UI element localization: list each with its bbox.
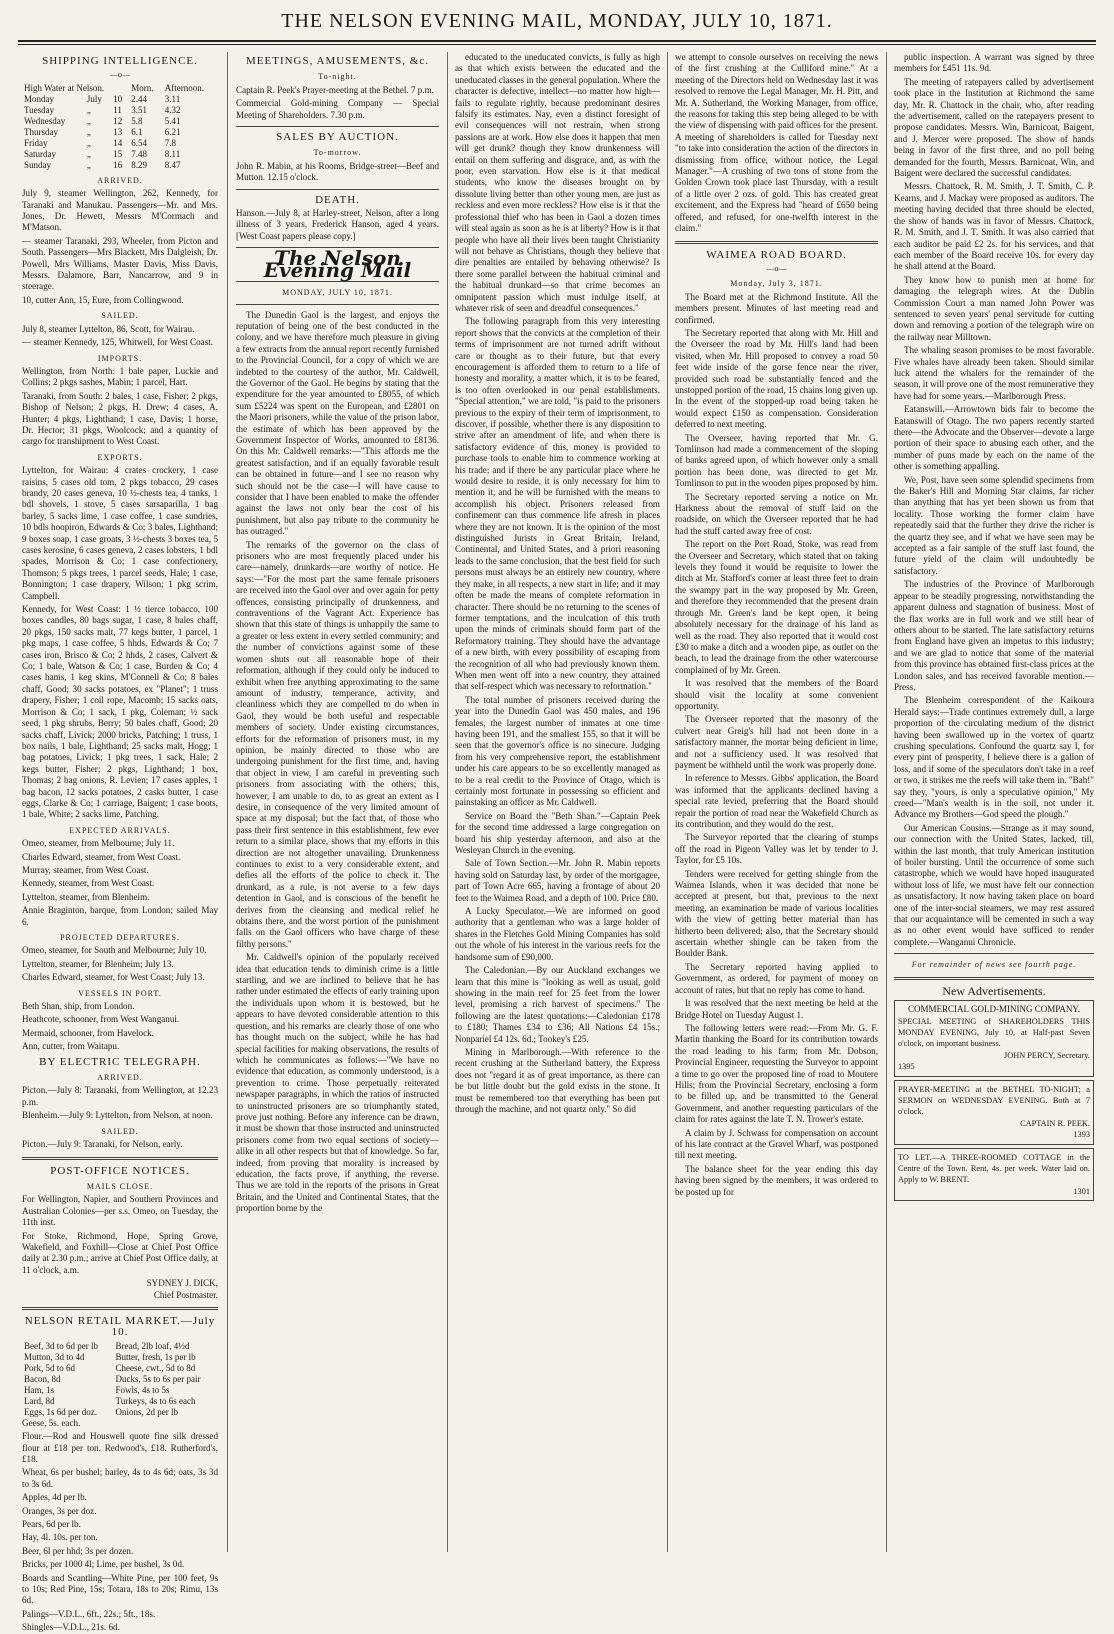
ad-signature: JOHN PERCY, Secretary. [1004,1050,1090,1060]
tide-row [22,105,218,116]
news-paragraphs [894,52,1094,948]
expected-list [22,838,218,928]
paragraph: Charles Edward, steamer, from West Coast. [22,851,181,862]
paragraph: Mermaid, schooner, from Havelock. [22,1027,154,1038]
paragraph: Mr. Caldwell's opinion of the popularly received idea that education tends to diminish crime is a little startling, and we are inclined to believe that he has rather under estimated the effects of early training upon the individuals upon whom it is bestowed, but he appears to have devoted considerable attention to this question, and his remarks are clearly those of one who has thought much on the subject, while he has had special facilities for making observations, the results of which he communicates as follows:—"We have no evidence that education, as commonly understood, is a prevention to crime. Those perpetually reiterated newspaper paragraphs, in which the ratios of instructed to uninstructed prisoners are so triumphantly stated, prove just nothing. Before any inference can be drawn, it must be shown that those instructed and uninstructed prisoners come from two equal sections of society—alike in all other respects but that of knowledge. So far, indeed, from proving that morality is increased by education, the facts prove, if anything, the reverse. Thus we are told in the reports of the prisons in Great Britain, and the United and Continental States, that the proportion borne by the [236,952,439,1214]
tide-cell-day: Thursday [24,126,58,137]
tide-cell-day: Wednesday [24,115,66,126]
divider [236,126,439,127]
paragraph: Omeo, steamer, from Melbourne; July 11. [22,838,175,849]
expected-heading: EXPECTED ARRIVALS. [69,825,171,835]
paragraph: educated to the uneducated convicts, is fully as high as that which exists between the educated and the uneducated classes in the general population. Where the character is defective, intellect—no matter how high—fails to regulate rightly, because predominant desires falsify its estimates. Nay, even a distinct foresight of evil consequences will not restrain, when strong passions are at work. How else does it happen that men will get drunk? though they know drunkenness will entail on them suffering and disgrace, and, as with the poor, even starvation. How else is it that medical students, who know the diseases brought on by dissolute living better than other young men, are just as reckless and even more reckless? How else is it that the professional thief who has been in Gaol a dozen times will steal again as soon as he is at liberty? How is it that people who have all their lives been taught Christianity will not behave as Christians, though they believe that dire penalties are entailed by behaving otherwise? Is there some parallel between the habitual criminal and the habitual drunkard—so that crime becomes an omnipotent passion which must indulge itself, at whatever risk of seen and dreadful consequences." [455,52,660,313]
market-cell: Onions, 2d per lb [115,1406,179,1417]
paragraph: Beer, 6l per hhd; 3s per dozen. [22,1545,134,1556]
tide-header-morn: Morn. [131,82,154,93]
paragraph: Murray, steamer, from West Coast. [22,864,149,875]
market-row [22,1352,218,1363]
death-notice: Hanson.—July 8, at Harley-street, Nelson, after a long illness of 3 years, Frederick Hanson, aged 4 years. [West Coast papers please copy.] [236,208,439,241]
ad-signature: CAPTAIN R. PEEK. [1020,1118,1090,1128]
tide-header-aftn: Afternoon. [164,82,205,93]
paragraph: It was resolved that the members of the Board should visit the locality at some convenient opportunity. [675,678,878,711]
paragraph: — steamer Kennedy, 125, Whitwell, for West Coast. [22,337,214,348]
meetings-heading: MEETINGS, AMUSEMENTS, &c. [246,55,429,67]
paragraph: The Board met at the Richmond Institute. All the members present. Minutes of last meeting read and confirmed. [675,291,878,325]
advertisement-mining-company [894,1000,1094,1076]
paragraph: In reference to Messrs. Gibbs' application, the Board was informed that the applicants declined having a special rate levied, preferring that the Board should repair the portion of road near the Wakefield Church as its contribution, and they would do the rest. [675,773,878,829]
market-row [22,1396,218,1407]
sailed-heading: SAILED. [101,311,139,321]
market-row [22,1363,218,1374]
paragraph: We, Post, have seen some splendid specimens from the Baker's Hill and Morning Star claims, far richer than anything that has yet been shown us from that locality. Those working the former claim have repeatedly said that the further they drive the richer is the quartz they see, and if what we have seen may be accepted as a fair sample of the stuff last found, the future yield of the claim will undoubtedly be satisfactory. [894,474,1094,576]
tide-row [22,160,218,171]
column-rule [886,52,887,1552]
market-cell: Bread, 2lb loaf, 4½d [115,1340,190,1351]
exports-list [22,465,218,821]
column-rule [447,52,448,1552]
paragraph: The Secretary reported that along with Mr. Hill and the Overseer the road by Mr. Hill's land had been visited, when Mr. Hill proposed to convey a road 50 feet wide inside of the gorse fence near the river, provided such road be substantially fenced and the unstopped portion of the road, 15 chains long given up. In the event of the stopped-up road being taken he would expect £150 as compensation. Consideration deferred to next meeting. [675,327,878,430]
paragraph: Wheat, 6s per bushel; barley, 4s to 4s 6d; oats, 3s 3d to 3s 6d. [22,1467,218,1489]
tide-header-label: High Water at Nelson. [24,82,105,93]
news-body [455,52,660,1115]
tide-cell-morn: 7.48 [131,148,148,159]
paragraph: The remarks of the governor on the class of prisoners who are most frequently placed under his care—namely, drunkards—are worthy of notice. He says:—"For the most part the same female prisoners are received into the Gaol over and over again for petty offences, consisting principally of drunkenness, and contraventions of the Vagrant Act. Experience has shown that this state of things is unhappily the same to a greater or less extent in every settled community; and the number of convictions against some of these women shuts out all reasonable hope of their reformation, although if they could only be induced to exhibit when free anything approximating to the same amount of industry, temperance, activity, and cleanliness which they are compelled to do when in Gaol, they would be both useful and respectable members of society. Under existing circumstances, efforts for the reformation of prisoners must, in my opinion, be mainly directed to those who are undergoing punishment for the first time, and, having that object in view, I am careful in preventing such prisoners from associating with the others; this, however, I am unable to do, to as great an extent as I desire, in consequence of the very limited amount of space at my disposal; but the fact that, of those who pass their first sentence in this establishment, few ever return to a similar place, shows that my efforts in this direction are not altogether unavailing. Drunkenness continues to exist to a very considerable extent, and defies all the efforts of the police to check it. The drunkard, as a rule, is not averse to a few days detention in Gaol, and is conscious of the benefit he derives from the cleansing and medical relief he obtains there, and the worst portion of the punishment falls on the Gaol officers who have charge of these filthy persons." [236,539,439,949]
shipping-heading: SHIPPING INTELLIGENCE. [42,55,198,67]
paragraph: we attempt to console ourselves on receiving the news of the first crushing at the Culliford mine." At a meeting of the Directors held on Wednesday last it was resolved to remove the Legal Manager, Mr. H. Pitt, and Mr. A. Sutherland, the Working Manager, from office, the reasons for taking this step being alleged to be with the view of dispensing with paid offices for the present. A meeting of shareholders is called for Tuesday next "to take into consideration the action of the directors in dismissing from office, without notice, the Legal Manager."—A crushing of two tons of stone from the Golden Crown took place last Thursday, with a result of a little over 2 ozs. of gold. This has created great excitement, and the Express had "heard of £650 being offered, and refused, for one-twelfth interest in the claim." [675,52,878,234]
paragraph: Shingles—V.D.L., 21s. 6d. [22,1622,120,1633]
waimea-heading: WAIMEA ROAD BOARD. [706,248,847,261]
exports-heading: EXPORTS. [97,452,143,462]
ad-title: COMMERCIAL GOLD-MINING COMPANY. [908,1004,1080,1015]
market-cell: Fowls, 4s to 5s [115,1384,170,1395]
tide-cell-mon: „ [86,104,91,115]
paragraph: Our American Cousins.—Strange as it may sound, our connection with the United States, lacked, till, within the last month, that truly American institution of boiler bursting. Until the occurrence of some such catastrophe, which we would have hoped inaugurated without loss of life, we must have felt our connection as unsatisfactory. It now having taken place on board one of the inter-social steamers, we may rest assured that our acquaintance will be cemented in such a way as no other event would have sufficed to render complete.—Wanganui Chronicle. [894,822,1094,947]
post-office-heading: POST-OFFICE NOTICES. [50,1164,190,1177]
masthead: THE NELSON EVENING MAIL, MONDAY, JULY 10, 1871. [281,10,833,32]
tide-cell-aftn: 8.11 [164,148,181,159]
paragraph: July 8, steamer Lyttelton, 86, Scott, for Wairau. [22,323,195,334]
tide-cell-morn: 6.1 [131,126,143,137]
market-row [22,1385,218,1396]
column-2 [236,52,439,1552]
projected-list [22,945,218,983]
ad-number: 1301 [1073,1186,1090,1196]
waimea-report [675,292,878,1198]
paragraph: The Blenheim correspondent of the Kaikoura Herald says:—Trade continues extremely dull, a large proportion of the circulating medium of the district having been swallowed up in the vortex of quartz crushing speculations. Confound the quartz say I, for every pint of prosperity, I believe there is a gallon of loss, and if some of the speculators don't take in a reef or two, it strikes me the reefs will take them in. "Bah!" say they, "yours, is only a speculative opinion," My creed—"Man's wealth is in the soil, not under it. Advance my Brothers—God speed the plough." [894,695,1094,820]
tide-cell-day: Friday [24,137,48,148]
vessels-heading: VESSELS IN PORT. [78,988,162,998]
paragraph: Eatanswill.—Arrowtown bids fair to become the Eatanswill of Otago. The two papers recently started there—the Advocate and the Observer—devote a large portion of their space to abusing each other, and the number of puns made by each on the name of the other is something appalling. [894,404,1094,472]
paragraph: Apples, 4d per lb. [22,1492,87,1503]
vessels-list [22,1001,218,1053]
mining-news [675,52,878,235]
paragraph: The following paragraph from this very interesting report shows that the convicts at the completion of their terms of imprisonment are not turned adrift without care or thought as to their future, but that every encouragement is afforded them to return to a life of honesty and morality, a matter which, it is to be feared, is too often overlooked in our penal establishments. "Special attention," we are told, "is paid to the prisoners previous to the expiry of their term of imprisonment, to discover, if possible, whether there is any disposition to strive after an amendment of life, and when there is satisfactory evidence of this, money is provided to purchase tools to enable him to commence working at his trade; and if there be any particular place where he would desire to reside, it is only necessary for him to mention it, and he will be furnished with the means to accomplish his object. Prisoners released from confinement can thus commence life afresh in places where they are not known. It is the opinion of the most distinguished Jurists in Great Britain, Ireland, Continental, and United States, and à priori reasoning leads to the same conclusion, that the best field for such persons must always be an entirely new country, where they make, in all respects, a new start in life; and it may often be made the means of complete reformation in character. There should be no returning to the scenes of former temptations, and the inculcation of this truth upon the minds of criminals should form part of the Reformatory training. They should have the advantage of a new birth, with every possibility of escaping from the recognition of all who had previously known them. When men went off into a new country, they attained that self-respect which was necessary to reformation." [455,316,660,692]
post-signature: SYDNEY J. DICK, [146,1278,218,1289]
advertisement-cottage-to-let [894,1148,1094,1202]
paragraph: A Lucky Speculator.—We are informed on good authority that a gentleman who was a large holder of shares in the Fletches Gold Mining Companies has sold out the whole of his interest in the various reefs for the handsome sum of £90,000. [455,906,660,962]
tide-cell-day: Tuesday [24,104,55,115]
editorial-body [236,310,439,1215]
tel-sailed-heading: SAILED. [101,1126,139,1136]
tide-cell-aftn: 3.11 [164,93,181,104]
paragraph: The Caledonian.—By our Auckland exchanges we learn that this mine is "looking as well as usual, gold showing in the main reef for 25 feet from the lower level, promising a rich harvest of specimens." The following are the latest quotations:—Caledonian £178 to £180; Thames £34 to £36; All Nations £4 15s.; Nonpariel £4 12s. 6d.; Tookey's £25. [455,965,660,1044]
arrived-list [22,188,218,306]
paragraph: John R. Mabin, at his Rooms, Bridge-street—Beef and Mutton. 12.15 o'clock. [236,160,439,183]
column-3 [455,52,660,1552]
paragraph: Picton.—July 8: Taranaki, from Wellington, at 12.23 p.m. [22,1085,218,1107]
paragraph: The report on the Port Road, Stoke, was read from the Overseer and Secretary, which stated that on taking levels they found it would be requisite to lower the ditch at Mr. Stafford's corner at least three feet to drain the swampy part in the way proposed by Mr. Green, and therefore they recommended that the present drain through Mr. Green's land be kept open, it being absolutely necessary for the drainage of his land as well as the road. They also reported that it would cost £30 to make a ditch and a wooden pipe, as outlet on the beach, to lead the drainage from the other watercourse complained of by Mr. Green. [675,539,878,675]
ad-number: 1393 [1073,1130,1090,1140]
tel-arrived-list [22,1085,218,1121]
market-cell: Beef, 3d to 6d per lb [24,1340,98,1351]
paragraph: Pears, 6d per lb. [22,1519,81,1530]
tide-cell-aftn: 6.21 [164,126,181,137]
paragraph: The following letters were read:—From Mr. G. F. Martin thanking the Board for its contribution towards the road leading to his farm; from Mr. Dobson, Provincial Engineer, requesting the Surveyor to appoint a time to go over the proposed line of road to Moutere Hills; from the Provincial Secretary, enclosing a form to be filled up, and be transmitted to the General Government, and another requesting particulars of the claim for rates against the late T. N. Trower's estate. [675,1022,878,1125]
divider [22,1157,218,1160]
paragraph: Heathcote, schooner, from West Wanganui. [22,1014,180,1025]
paragraph: The Overseer, having reported that Mr. G. Tomlinson had made a commencement of the sloping of banks agreed upon, of which however only a small portion has been done, was directed to get Mr. Tomlinson to put in the wooden pipes proposed by him. [675,432,878,489]
paragraph: Kennedy, for West Coast: 1 ½ tierce tobacco, 100 boxes candles, 80 bags sugar, 1 case, 8 bales chaff, 20 pkgs, 150 sacks malt, 77 kegs butter, 1 parcel, 1 pkg maps, 1 case coffee, 5 hhds, Edwards & Co; 7 cases iron, Brisco & Co; 2 hhds, 2 cases, Calvert & Co; 1 bale, Watson & Co; 1 case, Burden & Co; 4 cases hams, 1 keg skins, M'Connell & Co; 8 bales chaff, Good; 30 sacks potatoes, ex "Planet"; 1 truss drapery, Fisher; 1 coil rope, Macomb; 15 sacks oats, Morrison & Co; 1 sack, 1 pkg, Coleman; ½ sack seed, 1 pkg shrubs, Berry; 50 bales chaff, Good; 20 sacks chaff, Livick; 2000 bricks, Patching; 1 truss, 1 box nails, 1 bale, Lighthand; 25 sacks malt, Hogg; 1 bag potatoes, Livick; 1 pkg trees, 1 sack, Hale; 2 kegs butter, Fisher; 2 pkgs, Lighthand; 1 box, Thomas; 2 bag onions, R. Levien; 17 cases apples, 1 bag bacon, 12 sacks potatoes, 2 casks butter, 1 case eggs, Clarke & Co; 1 carriage, Baigent; 1 case boots, 1 bale, White; 2 sacks lime, Patching. [22,604,218,820]
market-cell: Eggs, 1s 6d per doz. [24,1406,97,1417]
new-advertisements-heading: New Advertisements. [942,983,1046,998]
sales-list [236,161,439,184]
market-row [22,1341,218,1352]
advertisement-prayer-meeting [894,1080,1094,1145]
tide-cell-date: 10 [113,93,123,104]
paragraph: Omeo, steamer, for South and Melbourne; July 10. [22,945,207,956]
paragraph: Messrs. Chattock, R. M. Smith, J. T. Smith, C. P. Kearns, and J. Mackay were proposed as auditors. The meeting having decided that three should be elected, the show of hands was in favor of Messrs. Chattock, R. M. Smith, and J. T. Smith. It was also carried that each auditor be paid £2 2s. for his services, and that each member of the Board receive 10s. for every day he shall attend at the Board. [894,181,1094,272]
paragraph: The whaling season promises to be most favorable. Five whales have already been taken. Should similar luck attend the whalers for the remainder of the season, it will prove one of the most remunerative they have had for some years.—Marlborough Press. [894,345,1095,401]
tide-cell-date: 16 [113,159,123,170]
tide-cell-date: 14 [113,137,123,148]
paragraph: public inspection. A warrant was signed by three members for £451 11s. 9d. [894,52,1094,74]
paragraph: They know how to punish men at home for damaging the telegraph wires. At the Dublin Commission Court a man named John Power was sentenced to seven years' penal servitude for cutting down and removing a portion of the telegraph wire on the railway near Milltown. [894,274,1094,342]
divider [236,304,439,305]
column-rule [227,52,228,1552]
tide-cell-aftn: 5.41 [164,115,181,126]
ad-body: TO LET.—A THREE-ROOMED COTTAGE in the Centre of the Town. Rent, 4s. per week. Water laid on. Apply to W. BRENT. [898,1152,1090,1185]
divider [894,977,1094,980]
tide-row [22,116,218,127]
paragraph: The Overseer reported that the masonry of the culvert near Greig's hill had not been done in a satisfactory manner, the mortar being deficient in lime, and not a sufficiency used. It was resolved that payment be withheld until the work was properly done. [675,714,878,770]
column-rule [667,52,668,1552]
paragraph: Ann, cutter, from Waitapu. [22,1041,120,1052]
column-4 [675,52,878,1552]
column-5 [894,52,1094,1552]
paragraph: Taranaki, from South: 2 bales, 1 case, Fisher; 2 pkgs, Bishop of Nelson; 2 pkgs, H. Drew; 4 cases, A. Hunter; 4 pkgs, Lighthand; 1 case, Davis; 1 horse, Dr. Hector; 31 pkgs, Woolcock; and a quantity of cargo for transhipment to West Coast. [22,390,218,447]
tide-cell-morn: 8.29 [131,159,148,170]
paragraph: The Secretary reported serving a notice on Mr. Harkness about the removal of stuff laid on the roadside, on which the Overseer reported that he had had the stuff carted away free of cost. [675,491,878,536]
sailed-list [22,324,218,349]
paragraph: Captain R. Peek's Prayer-meeting at the Bethel. 7 p.m. [236,84,434,95]
ad-body: PRAYER-MEETING at the BETHEL TO-NIGHT; a SERMON on WEDNESDAY EVENING. Both at 7 o'clock. [898,1084,1090,1117]
paragraph: Oranges, 3s per doz. [22,1505,97,1516]
tide-cell-aftn: 8.47 [164,159,181,170]
imports-heading: IMPORTS. [97,353,143,363]
tonight-label: To-night. [318,72,357,82]
market-cell: Lard, 8d [24,1395,55,1406]
market-cell: Turkeys, 4s to 6s each [115,1395,196,1406]
market-row [22,1407,218,1418]
paragraph: Charles Edward, steamer, for West Coast; July 13. [22,972,205,983]
mails-list [22,1194,218,1276]
paragraph: July 9, steamer Wellington, 262, Kennedy, for Taranaki and Manukau. Passengers—Mr. and Mrs. Jones, Dr. Hewett, Messrs M'Cormach and M'Matson. [22,188,218,233]
paragraph: Annie Braginton, barque, from London; sailed May 6. [22,905,218,927]
ad-body: SPECIAL MEETING of SHAREHOLDERS THIS MONDAY EVENING, July 10, at Half-past Seven o'clock, on important business. [898,1016,1090,1049]
column-1 [22,52,218,1633]
paragraph: Commercial Gold-mining Company — Special Meeting of Shareholders. 7.30 p.m. [236,98,439,120]
paragraph: Hay, 4l. 10s. per ton. [22,1532,98,1543]
death-heading: DEATH. [315,193,360,206]
projected-heading: PROJECTED DEPARTURES. [60,933,180,942]
paragraph: A claim by J. Schwass for compensation on account of his late contract at the Gravel Wharf, was postponed till next meeting. [675,1127,878,1161]
tide-cell-aftn: 4.32 [164,104,181,115]
tide-cell-day: Monday [24,93,54,104]
tide-cell-date: 15 [113,148,123,159]
newspaper-flag: The Nelson Evening Mail [263,246,412,282]
paragraph: The Secretary reported having applied to Government, as ordered, for payment of money on account of rates, but that no reply has come to hand. [675,961,878,995]
waimea-date: Monday, July 3, 1871. [730,279,823,289]
separator: —o— [766,263,787,273]
dateline: MONDAY, JULY 10, 1871. [282,288,393,298]
tide-cell-mon: „ [86,159,91,170]
market-cell: Bacon, 8d [24,1373,61,1384]
divider [894,953,1094,954]
paragraph: Flour.—Rod and Houswell quote fine silk dressed flour at £18 per ton. Redwood's, £18. Rutherford's, £18. [22,1431,218,1464]
paragraph: Sale of Town Section.—Mr. John R. Mabin reports having sold on Saturday last, by order of the mortgagee, part of Town Acre 665, having a frontage of about 20 feet to the Waimea Road, and a depth of 100. Price £80. [455,858,660,903]
paragraph: For Stoke, Richmond, Hope, Spring Grove, Wakefield, and Foxhill—Close at Chief Post Office daily at 2.30 p.m.; arrive at Chief Post Office daily, at 11 o'clock, a.m. [22,1230,218,1275]
paragraph: Lyttelton, for Wairau: 4 crates crockery, 1 case raisins, 5 cases old tom, 2 pkgs tobacco, 29 cases brandy, 20 cases geneva, 10 ½-chests tea, 4 tanks, 1 bdl shovels, 1 stove, 5 cases sarsaparilla, 1 bag barley, 5 sacks lime, 1 case coffee, 1 case sundries, 10 bdls hoopiron, Edwards & Co; 3 bales, Lighthand; 9 boxes soap, 1 case groats, 3 ½-chests 3 boxes tea, 5 cases kerosine, 6 cases geneva, 2 cases lobsters, 1 bdl spades, Morrison & Co; 1 case confectionery, Thomson; 5 pkgs trees, 1 parcel seeds, Hale; 1 case, Bonnington; 1 case drapery, Wilson; 1 pkg scrim, Campbell. [22,465,218,601]
paragraph: Beth Shan, ship, from London. [22,1001,135,1012]
paragraph: Lyttelton, steamer, from Blenheim. [22,891,150,902]
paragraph: Tenders were received for getting shingle from the Waimea Islands, when it was decided that none be accepted at present, but that, previous to the next meeting, an examination be made of various localities with the view of getting better material than has hitherto been delivered; also, that the Secretary should ascertain whether shingle can be taken from the Boulder Bank. [675,868,878,959]
paragraph: For Wellington, Napier, and Southern Provinces and Australian Colonies—per s.s. Omeo, on Tuesday, the 11th inst. [22,1194,218,1228]
meetings-list [236,85,439,121]
tide-cell-mon: „ [86,126,91,137]
masthead-rule [18,40,1096,45]
tel-sailed-list [22,1139,218,1150]
divider [675,241,878,244]
market-cell: Cheese, cwt., 5d to 8d [115,1362,196,1373]
tomorrow-label: To-morrow. [313,148,362,158]
market-cell: Butter, fresh, 1s per lb [115,1351,196,1362]
tide-cell-day: Sunday [24,159,51,170]
tide-cell-aftn: 7.8 [164,137,177,148]
imports-list [22,366,218,448]
tide-cell-morn: 5.8 [131,115,143,126]
tide-body [22,94,218,171]
paragraph: Palings—V.D.L., 6ft., 22s.; 5ft., 18s. [22,1608,156,1619]
market-row [22,1374,218,1385]
tide-cell-morn: 3.51 [131,104,148,115]
tide-row [22,127,218,138]
tide-cell-date: 11 [113,104,122,115]
mails-heading: MAILS CLOSE. [86,1181,154,1191]
tide-cell-mon: July [86,93,102,104]
market-cell: Pork, 5d to 6d [24,1362,76,1373]
paragraph: Bricks, per 1000 4l; Lime, per bushel, 3s 0d. [22,1559,185,1570]
tide-cell-date: 13 [113,126,123,137]
tide-cell-morn: 2.44 [131,93,148,104]
paragraph: The Dunedin Gaol is the largest, and enjoys the reputation of being one of the best conducted in the colony, and we have therefore much pleasure in giving a few extracts from the annual report recently furnished to the Provincial Council, for a copy of which we are indebted to the courtesy of the author, Mr. Caldwell, the Governor of the Gaol. He begins by stating that the expenditure for the year amounted to £8055, of which sum £5224 was spent on the European, and £2801 on the Maori prisoners, while the value of the prison labor, the estimate of which has been approved by the Government Inspector of Works, amounted to £8136. On this Mr. Caldwell remarks:—"This affords me the greatest satisfaction, and if an equally favorable result can be obtained in future—and I see no reason why such should not be the case—I will have cause to consider that I have been enabled to make the offender against the laws not only bear the cost of his punishment, but also pay tribute to the community he has outraged." [236,309,439,537]
paragraph: Blenheim.—July 9: Lyttelton, from Nelson, at noon. [22,1110,213,1121]
tide-cell-morn: 6.54 [131,137,148,148]
tide-row [22,94,218,105]
arrived-heading: ARRIVED. [97,175,143,185]
tide-cell-date: 12 [113,115,123,126]
tide-row [22,138,218,149]
paragraph: The meeting of ratepayers called by advertisement took place in the Institution at Richmond the same day, Mr. R. Chattock in the chair, who, after reading the advertisement, called on the ratepayers present to propose candidates. Messrs. Win, Barnicoat, Baigent, and J. Mercer were proposed. The show of hands being in favor of the first three, and no poll being demanded for the fourth, Messrs. Barnicoat, Win, and Baigent were declared the successful candidates. [894,76,1094,179]
market-text [22,1418,218,1634]
ad-number: 1395 [898,1062,915,1072]
tide-cell-mon: „ [86,137,91,148]
tide-table [22,83,218,171]
paragraph: 10, cutter Ann, 15, Eure, from Collingwood. [22,294,184,305]
remainder-note: For remainder of news see fourth page. [911,960,1077,970]
divider [236,189,439,190]
post-signature-title: Chief Postmaster. [153,1289,218,1300]
paragraph: Lyttelton, steamer, for Blenheim; July 13. [22,958,174,969]
paragraph: Geese, 5s. each. [22,1417,81,1428]
paragraph: Service on Board the "Beth Shan."—Captain Peek for the second time addressed a large congregation on board his ship yesterday afternoon, and also at the Wesleyan Church in the evening. [455,810,660,856]
tide-cell-day: Saturday [24,148,56,159]
tide-row [22,149,218,160]
divider [22,1307,218,1310]
paragraph: Mining in Marlborough.—With reference to the recent crushing at the Sutherland battery, the Express does not "regard it as of great importance, as there can be but little doubt but the gold exists in the stone. It must be remembered too that everything has been put through the machine, and not quartz only." So did [455,1046,660,1114]
paragraph: The Surveyor reported that the clearing of stumps off the road in Pigeon Valley was let by tender to J. Taylor, for £5 10s. [675,832,878,866]
paragraph: Boards and Scantling—White Pine, per 100 feet, 9s to 10s; Red Pine, 15s; Totara, 18s to 20s; Rimu, 13s 6d. [22,1572,218,1606]
tide-header-row [22,83,218,94]
market-heading: NELSON RETAIL MARKET.—July 10. [24,1314,216,1339]
tel-arrived-heading: ARRIVED. [97,1073,143,1083]
market-cell: Ducks, 5s to 6s per pair [115,1373,201,1384]
paragraph: Kennedy, steamer, from West Coast. [22,878,155,889]
market-cell: Ham, 1s [24,1384,54,1395]
paragraph: The balance sheet for the year ending this day having been signed by the members, it was ordered to be posted up for [675,1163,878,1197]
tide-cell-mon: „ [86,115,91,126]
telegraph-heading: BY ELECTRIC TELEGRAPH. [39,1055,201,1068]
paragraph: Picton.—July 9: Taranaki, for Nelson, early. [22,1139,183,1150]
sales-heading: SALES BY AUCTION. [276,131,399,144]
paragraph: It was resolved that the next meeting be held at the Bridge Hotel on Tuesday August 1. [675,998,878,1020]
paragraph: The total number of prisoners received during the year into the Dunedin Gaol was 450 males, and 196 females, the largest number of inmates at one time having been 191, and the smallest 155, so that it will be seen that the governor's office is no sinecure. Judging from his very comprehensive report, the establishment under his care appears to be so excellently managed as to be a real credit to the Province of Otago, which is certainly most fortunate in possessing so efficient and painstaking an officer as Mr. Caldwell. [455,694,660,808]
paragraph: The industries of the Province of Marlborough appear to be steadily progressing, notwithstanding the apparent dulness and stagnation of business. Most of the flax works are in full work and we still hear of others about to be started. The late satisfactory returns from England have given an impetus to this industry; and we are glad to notice that some of the material from this province has obtained first-class prices at the London sales, and has received favorable mention.—Press. [894,579,1094,692]
separator: —o— [110,70,130,80]
tide-cell-mon: „ [86,148,91,159]
market-table [22,1341,218,1418]
paragraph: Wellington, from North: 1 bale paper, Luckie and Collins; 2 pkgs sashes, Mabin; 1 parcel, Hart. [22,365,218,388]
market-cell: Mutton, 3d to 4d [24,1351,85,1362]
paragraph: — steamer Taranaki, 293, Wheeler, from Picton and South. Passengers—Mrs Blackett, Mrs Dalgleish, Dr. Powell, Mrs Williams, Master Davis, Miss Davis, Messrs. Dalamore, Barr, Nancarrow, and 9 in steerage. [22,235,218,292]
